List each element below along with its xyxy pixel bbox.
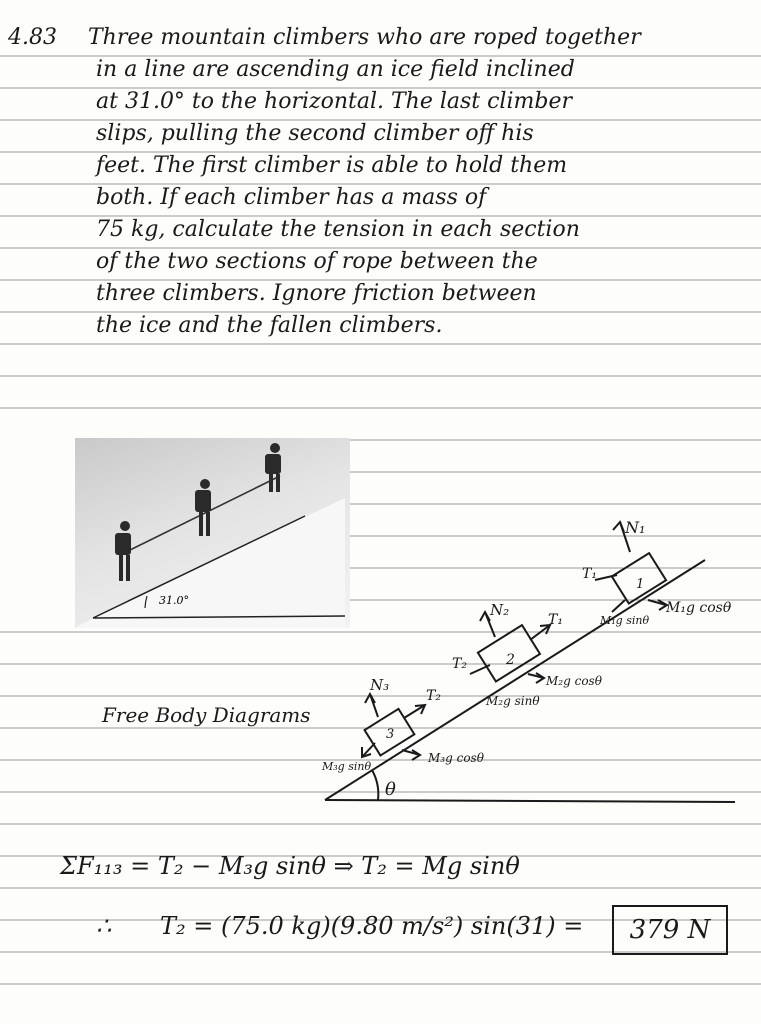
problem-number: 4.83 (8, 25, 57, 50)
box3-weight-perp-label: M₃g cosθ (428, 751, 484, 765)
box1-number: 1 (636, 577, 645, 592)
problem-line-3: at 31.0° to the horizontal. The last climber (96, 89, 572, 114)
box2-normal-label: N₂ (490, 601, 510, 619)
box1-weight-perp-label: M₁g cosθ (666, 600, 732, 616)
problem-line-7: 75 kg, calculate the tension in each section (96, 217, 580, 242)
box3-normal-label: N₃ (370, 676, 390, 694)
fbd-title: Free Body Diagrams (102, 703, 311, 727)
box3-tension-label: T₂ (426, 688, 441, 704)
theta-label: θ (385, 779, 396, 800)
box1-normal-label: N₁ (625, 518, 646, 537)
box3-weight-parallel-label: M₃g sinθ (322, 760, 372, 773)
problem-line-8: of the two sections of rope between the (96, 249, 538, 274)
sum-of-forces-equation: ΣF₁₁₃ = T₂ − M₃g sinθ ⇒ T₂ = Mg sinθ (60, 852, 520, 880)
box2-weight-perp-label: M₂g cosθ (546, 674, 602, 688)
box1-tension-label: T₁ (582, 566, 597, 582)
answer-box: 379 N (612, 905, 728, 955)
problem-line-2: in a line are ascending an ice field inclined (96, 57, 575, 82)
box2-tension-down-label: T₂ (452, 656, 467, 672)
box2-weight-parallel-label: M₂g sinθ (486, 694, 540, 708)
box3-number: 3 (386, 727, 395, 742)
ground-line (325, 800, 735, 802)
tension-calculation: T₂ = (75.0 kg)(9.80 m/s²) sin(31) = (160, 912, 584, 940)
problem-line-5: feet. The first climber is able to hold them (96, 153, 568, 178)
problem-line-4: slips, pulling the second climber off his (96, 121, 534, 146)
problem-line-9: three climbers. Ignore friction between (96, 281, 537, 306)
problem-text: Three mountain climbers who are roped together (88, 25, 641, 50)
problem-line-10: the ice and the fallen climbers. (96, 313, 443, 338)
photo-angle-label: 31.0° (159, 594, 189, 607)
problem-line-6: both. If each climber has a mass of (96, 185, 487, 210)
box2-tension-up-label: T₁ (548, 612, 563, 628)
box2-number: 2 (506, 652, 515, 668)
theta-arc (372, 770, 378, 800)
therefore-symbol: ∴ (96, 912, 112, 940)
box1-weight-parallel-label: M₁g sinθ (600, 614, 650, 627)
